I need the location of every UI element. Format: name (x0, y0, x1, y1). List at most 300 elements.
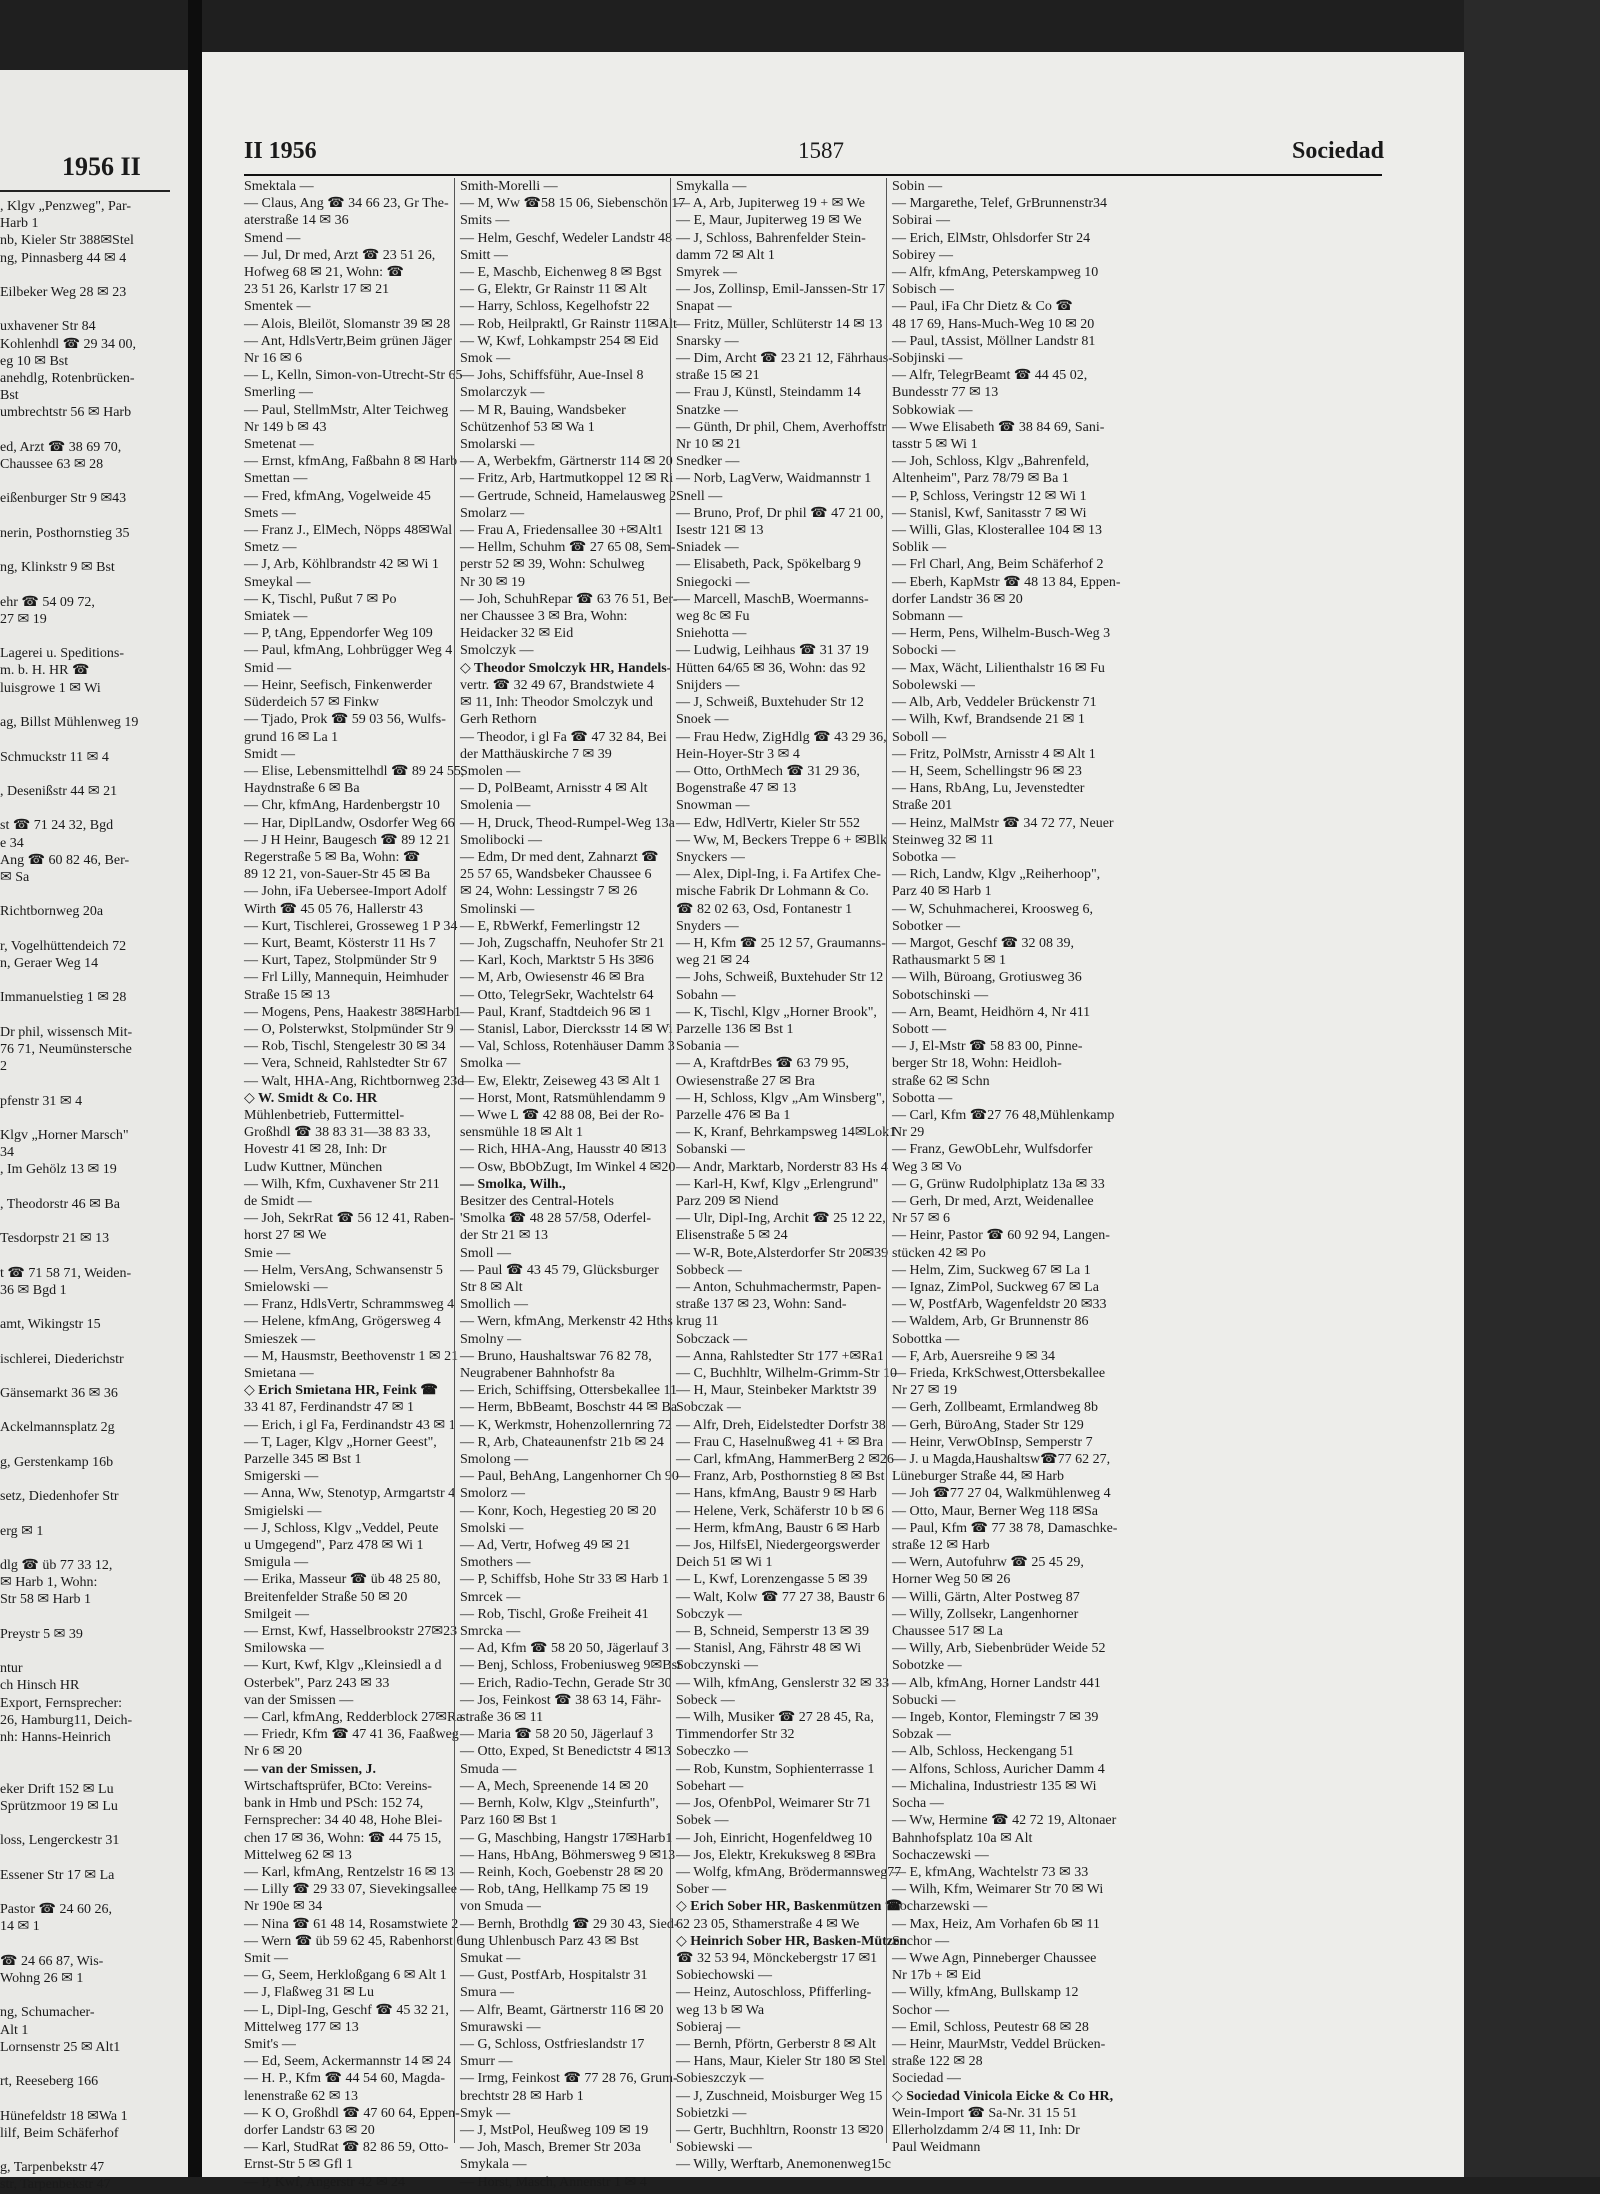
left-page-line (0, 628, 190, 645)
directory-entry-line: — Andr, Marktarb, Norderstr 83 Hs 4 (676, 1159, 888, 1175)
directory-entry-line: — L, Kwf, Lorenzengasse 5 ✉ 39 (676, 1572, 868, 1588)
directory-entry-line: — Hans, Maur, Kieler Str 180 ✉ Stel (676, 2054, 886, 2070)
left-page-line: Str 58 ✉ Harb 1 (0, 1592, 92, 1608)
directory-entry-line: — Michalina, Industriestr 135 ✉ Wi (892, 1778, 1097, 1794)
directory-entry-line: — J, Flaßweg 31 ✉ Lu (244, 1985, 374, 2001)
directory-entry-line: — Johs, Schiffsführ, Aue-Insel 8 (460, 368, 644, 384)
column-separator (886, 178, 887, 2143)
directory-entry-line: — Karl-H, Kwf, Klgv „Erlengrund" (676, 1176, 879, 1192)
directory-entry-line: — G, Schloss, Ostfrieslandstr 17 (460, 2036, 645, 2052)
directory-entry-line: Smukat — (460, 1950, 521, 1966)
directory-entry-line: — F, Arb, Auersreihe 9 ✉ 34 (892, 1348, 1056, 1364)
directory-entry-line: — Jos, Feinkost ☎ 38 63 14, Fähr- (460, 1692, 662, 1708)
directory-entry-line: — W, PostfArb, Wagenfeldstr 20 ✉33 (892, 1297, 1107, 1313)
directory-entry-line: Sobotker — (892, 918, 961, 934)
directory-entry-line: — J, Schloss, Klgv „Veddel, Peute (244, 1520, 439, 1536)
left-page-line (0, 1247, 190, 1264)
left-page-line: Wohng 26 ✉ 1 (0, 1970, 84, 1986)
directory-entry-line: Parzelle 345 ✉ Bst 1 (244, 1452, 362, 1468)
directory-entry-line: — Ernst, kfmAng, Faßbahn 8 ✉ Harb (244, 454, 458, 470)
directory-entry-line: Parz 40 ✉ Harb 1 (892, 884, 992, 900)
directory-entry-line: — M, Hausmstr, Beethovenstr 1 ✉ 21 (244, 1348, 459, 1364)
left-page-line (0, 1402, 190, 1419)
directory-entry-line: — Jos, HilfsEl, Niedergeorgswerder (676, 1538, 880, 1554)
directory-entry-line: Nr 10 ✉ 21 (676, 437, 742, 453)
directory-entry-line: — Frl Charl, Ang, Beim Schäferhof 2 (892, 557, 1104, 573)
directory-entry-line: lenenstraße 62 ✉ 13 (244, 2088, 358, 2104)
left-page-line (0, 542, 190, 559)
left-page-header: 1956 II (62, 152, 141, 181)
directory-entry-line: Smolny — (460, 1331, 522, 1347)
directory-entry-line: — A, Arb, Jupiterweg 19 + ✉ We (676, 196, 865, 212)
left-page-line (0, 1643, 190, 1660)
directory-entry-line: — A, Mech, Spreenende 14 ✉ 20 (460, 1778, 649, 1794)
directory-entry-line: — Erich, ElMstr, Ohlsdorfer Str 24 (892, 230, 1091, 246)
directory-entry-line: Sobolewski — (892, 677, 975, 693)
directory-entry-line: Smolski — (460, 1520, 524, 1536)
left-page-line: Schmuckstr 11 ✉ 4 (0, 749, 109, 765)
directory-entry-line: — P, Kwf, Angerstr 42 ✉ 24 (244, 2174, 406, 2190)
directory-entry-line: Smielowski — (244, 1280, 328, 1295)
directory-entry-line: — K O, Großhdl ☎ 47 60 64, Eppen- (244, 2105, 460, 2121)
page-header-right: Sociedad (1291, 138, 1384, 164)
directory-entry-line: Mittelweg 62 ✉ 13 (244, 1847, 352, 1863)
directory-entry-line: Altenheim", Parz 78/79 ✉ Ba 1 (892, 471, 1069, 487)
directory-entry-line: — Anna, Ww, Stenotyp, Armgartstr 4 (244, 1486, 456, 1502)
directory-entry-line: ◇ Erich Smietana HR, Feink ☎ (244, 1383, 438, 1399)
directory-entry-line: Nr 17b + ✉ Eid (892, 1968, 981, 1984)
directory-entry-line: — Kurt, Tischlerei, Grosseweg 1 P 34 (244, 918, 458, 934)
directory-entry-line: — Jos, Elektr, Krekuksweg 8 ✉Bra (676, 1847, 876, 1863)
directory-entry-line: — Vera, Schneid, Rahlstedter Str 67 (244, 1056, 448, 1072)
directory-entry-line: Smilgeit — (244, 1606, 309, 1622)
directory-entry-line: — Norb, LagVerw, Waidmannstr 1 (676, 471, 872, 487)
directory-entry-line: dorfer Landstr 36 ✉ 20 (892, 591, 1023, 607)
directory-entry-line: Smolarski — (460, 437, 535, 453)
left-page-line: Dr phil, wissensch Mit- (0, 1024, 133, 1040)
directory-entry-line: — Helm, Geschf, Wedeler Landstr 48 (460, 230, 673, 246)
directory-entry-line: Straße 15 ✉ 13 (244, 987, 330, 1003)
directory-entry-line: — Ernst, Kwf, Hasselbrookstr 27✉23 (244, 1624, 458, 1640)
left-page-rule (0, 190, 170, 192)
directory-entry-line: Smolarz — (460, 505, 525, 521)
left-page-line: Preystr 5 ✉ 39 (0, 1626, 83, 1642)
directory-entry-line: Mittelweg 177 ✉ 13 (244, 2019, 359, 2035)
page-number: 1587 (798, 138, 844, 163)
directory-entry-line: ◇ W. Smidt & Co. HR (244, 1090, 378, 1106)
directory-entry-line: Smentek — (244, 299, 311, 315)
directory-entry-line: Sobanski — (676, 1142, 745, 1158)
directory-entry-line: Smok — (460, 351, 511, 367)
left-page-line (0, 2142, 190, 2159)
left-page-line: Ang ☎ 60 82 46, Ber- (0, 852, 130, 868)
directory-entry-line: — Har, DiplLandw, Osdorfer Weg 66 (244, 815, 455, 831)
directory-entry-line: — E, RbWerkf, Femerlingstr 12 (460, 918, 641, 934)
directory-entry-line: Sobek — (676, 1813, 729, 1829)
directory-entry-line: — Nina ☎ 61 48 14, Rosamstwiete 2 (244, 1916, 459, 1932)
directory-entry-line: — Herm, kfmAng, Baustr 6 ✉ Harb (676, 1520, 880, 1536)
left-page-line: eg 10 ✉ Bst (0, 353, 69, 369)
directory-entry-line: Sobirai — (892, 213, 950, 229)
directory-entry-line: Nr 190e ✉ 34 (244, 1899, 323, 1915)
directory-entry-line: — O, Polsterwkst, Stolpmünder Str 9 (244, 1021, 454, 1037)
directory-column-3 (676, 178, 908, 2173)
directory-entry-line: Osterbek", Parz 243 ✉ 33 (244, 1675, 390, 1691)
directory-entry-line: — John, iFa Uebersee-Import Adolf (244, 884, 447, 900)
directory-entry-line: — Willy, kfmAng, Bullskamp 12 (892, 1985, 1079, 2001)
left-page-line: Gänsemarkt 36 ✉ 36 (0, 1386, 118, 1402)
directory-entry-line: — van der Smissen, J. (244, 1761, 376, 1777)
directory-entry-line: — Wern ☎ üb 59 62 45, Rabenhorst 6 (244, 1933, 464, 1949)
directory-entry-line: — Maria ☎ 58 20 50, Jägerlauf 3 (460, 1727, 654, 1743)
directory-entry-line: Smura — (460, 1985, 515, 2001)
directory-entry-line: — Fritz, Müller, Schlüterstr 14 ✉ 13 (676, 316, 883, 332)
directory-entry-line: Smolibocki — (460, 832, 543, 848)
directory-entry-line: — Herm, Pens, Wilhelm-Busch-Weg 3 (892, 626, 1111, 642)
directory-entry-line: — Anton, Schuhmachermstr, Papen- (676, 1280, 882, 1295)
directory-entry-line: Soboll — (892, 729, 947, 745)
directory-entry-line: — K, Kranf, Behrkampsweg 14✉Lok1 (676, 1125, 897, 1141)
directory-entry-line: ◇ Theodor Smolczyk HR, Handels- (460, 660, 672, 676)
directory-entry-line: Ellerholzdamm 2/4 ✉ 11, Inh: Dr (892, 2122, 1080, 2138)
directory-entry-line: — Frau A, Friedensallee 30 +✉Alt1 (460, 523, 664, 539)
directory-entry-line: — Hans, HbAng, Böhmersweg 9 ✉13 (460, 1847, 676, 1863)
directory-entry-line: — Paul ☎ 43 45 79, Glücksburger (460, 1262, 659, 1278)
directory-entry-line: — Alfr, Beamt, Gärtnerstr 116 ✉ 20 (460, 2002, 664, 2018)
directory-entry-line: — Hans, kfmAng, Baustr 9 ✉ Harb (676, 1486, 877, 1502)
directory-entry-line: Sobczynski — (676, 1658, 759, 1674)
directory-entry-line: — Wern, Autofuhrw ☎ 25 45 29, (892, 1555, 1084, 1571)
directory-entry-line: — Frieda, KrkSchwest,Ottersbekallee (892, 1366, 1106, 1382)
directory-entry-line: — Joh, Einricht, Hogenfeldweg 10 (676, 1830, 872, 1846)
directory-entry-line: Sochaczewski — (892, 1847, 989, 1863)
directory-entry-line: Smigielski — (244, 1503, 322, 1519)
directory-entry-line: — Wwe Elisabeth ☎ 38 84 69, Sani- (892, 419, 1105, 435)
directory-entry-line: damm 72 ✉ Alt 1 (676, 247, 775, 263)
directory-entry-line: — Kurt, Tapez, Stolpmünder Str 9 (244, 953, 437, 969)
directory-entry-line: Haydnstraße 6 ✉ Ba (244, 781, 360, 797)
directory-entry-line: Smiatek — (244, 609, 308, 625)
left-page-line: lilf, Beim Schäferhof (0, 2125, 119, 2141)
directory-entry-line: 23 51 26, Karlstr 17 ✉ 21 (244, 282, 390, 298)
directory-entry-line: Sober — (676, 1882, 727, 1898)
directory-entry-line: — Margot, Geschf ☎ 32 08 39, (892, 935, 1075, 951)
directory-entry-line: — Wilh, kfmAng, Genslerstr 32 ✉ 33 (676, 1675, 890, 1691)
left-page-line (0, 1763, 190, 1780)
directory-entry-line: Parz 209 ✉ Niend (676, 1193, 779, 1209)
left-page-line: Sprützmoor 19 ✉ Lu (0, 1798, 118, 1814)
directory-entry-line: Smigula — (244, 1555, 309, 1571)
directory-entry-line: — P, Schloss, Veringstr 12 ✉ Wi 1 (892, 488, 1087, 504)
directory-entry-line: — J. u Magda,Haushaltsw☎77 62 27, (892, 1452, 1111, 1468)
directory-entry-line: — Wilh, Kwf, Brandsende 21 ✉ 1 (892, 712, 1085, 728)
directory-entry-line: — Wilh, Kfm, Weimarer Str 70 ✉ Wi (892, 1882, 1104, 1898)
directory-entry-line: — G, Maschbing, Hangstr 17✉Harb1 (460, 1830, 673, 1846)
directory-entry-line: — Heinz, Autoschloss, Pfifferling- (676, 1985, 872, 2001)
directory-entry-line: Sobotzke — (892, 1658, 962, 1674)
left-page-line (0, 301, 190, 318)
left-page-line (0, 2090, 190, 2107)
directory-entry-line: Smetenat — (244, 437, 314, 453)
left-page-line: 26, Hamburg11, Deich- (0, 1712, 133, 1728)
directory-entry-line: Smetz — (244, 540, 297, 556)
directory-column-4 (892, 178, 1121, 2156)
directory-entry-line: Sobiewski — (676, 2140, 752, 2156)
left-page-line: setz, Diedenhofer Str (0, 1489, 119, 1505)
directory-entry-line: Soblik — (892, 540, 947, 556)
left-page-line (0, 1437, 190, 1454)
directory-entry-line: Süderdeich 57 ✉ Finkw (244, 695, 379, 711)
left-page-line (0, 1505, 190, 1522)
directory-entry-line: Smollich — (460, 1297, 529, 1313)
directory-entry-line: — E, Maschb, Eichenweg 8 ✉ Bgst (460, 265, 662, 281)
directory-entry-line: — Elisabeth, Pack, Spökelbarg 9 (676, 557, 861, 573)
left-page-line: 36 ✉ Bgd 1 (0, 1282, 67, 1298)
directory-entry-line: Smietana — (244, 1366, 314, 1382)
directory-entry-line: — H, Maur, Steinbeker Marktstr 39 (676, 1383, 877, 1399)
left-page-line: n, Geraer Weg 14 (0, 955, 99, 971)
directory-entry-line: — Otto, Maur, Berner Weg 118 ✉Sa (892, 1503, 1099, 1519)
directory-entry-line: — Gerh, Zollbeamt, Ermlandweg 8b (892, 1400, 1099, 1416)
directory-entry-line: — Carl, kfmAng, Redderblock 27✉Ra (244, 1710, 463, 1726)
directory-entry-line: Sobisch — (892, 282, 954, 298)
directory-entry-line: Bogenstraße 47 ✉ 13 (676, 781, 797, 797)
directory-entry-line: — Edm, Dr med dent, Zahnarzt ☎ (460, 849, 659, 865)
left-page-line: dlg ☎ üb 77 33 12, (0, 1558, 113, 1574)
directory-entry-line: Smektala — (244, 179, 314, 194)
directory-entry-line: Sobeczko — (676, 1744, 748, 1760)
directory-entry-line: Snoek — (676, 712, 729, 728)
directory-entry-line: — Wilh, Kfm, Cuxhavener Str 211 (244, 1176, 440, 1192)
directory-entry-line: — Wwe Agn, Pinneberger Chaussee (892, 1950, 1097, 1966)
directory-entry-line: — Paul, tAssist, Möllner Landstr 81 (892, 333, 1096, 349)
directory-entry-line: — Ed, Seem, Ackermannstr 14 ✉ 24 (244, 2054, 451, 2070)
directory-entry-line: Sobotschinski — (892, 987, 989, 1003)
directory-entry-line: — Konr, Koch, Hegestieg 20 ✉ 20 (460, 1503, 657, 1519)
directory-entry-line: Parzelle 476 ✉ Ba 1 (676, 1107, 791, 1123)
book-gutter (188, 0, 202, 2177)
directory-entry-line: — Theodor, i gl Fa ☎ 47 32 84, Bei (460, 729, 667, 745)
directory-entry-line: Sobczyk — (676, 1606, 742, 1622)
directory-entry-line: — Wilh, Büroang, Grotiusweg 36 (892, 970, 1082, 986)
left-page-line (0, 1746, 190, 1763)
directory-entry-line: — Rob, tAng, Hellkamp 75 ✉ 19 (460, 1882, 649, 1898)
directory-entry-line: Nr 30 ✉ 19 (460, 574, 526, 590)
directory-entry-line: — Gerh, Dr med, Arzt, Weidenallee (892, 1193, 1094, 1209)
directory-entry-line: krug 11 (676, 1314, 719, 1330)
directory-entry-line: — Joh ☎77 27 04, Walkmühlenweg 4 (892, 1486, 1111, 1502)
directory-entry-line: — J H Heinr, Baugesch ☎ 89 12 21 (244, 832, 451, 848)
directory-entry-line: — Wolfg, kfmAng, Brödermannsweg77 (676, 1864, 902, 1880)
directory-entry-line: Smolinski — (460, 901, 535, 917)
directory-entry-line: — W-R, Bote,Alsterdorfer Str 20✉39 (676, 1245, 889, 1261)
directory-entry-line: 89 12 21, von-Sauer-Str 45 ✉ Ba (244, 867, 431, 883)
left-page-line (0, 972, 190, 989)
directory-entry-line: — K, Tischl, Klgv „Horner Brook", (676, 1004, 877, 1020)
directory-entry-line: — Rob, Tischl, Stengelestr 30 ✉ 34 (244, 1039, 446, 1055)
directory-entry-line: — Hans, RbAng, Lu, Jevenstedter (892, 781, 1085, 797)
directory-entry-line: — Reinh, Koch, Goebenstr 28 ✉ 20 (460, 1864, 664, 1880)
directory-entry-line: Sobzak — (892, 1727, 951, 1743)
directory-entry-line: Smit's — (244, 2036, 296, 2052)
directory-entry-line: brechtstr 28 ✉ Harb 1 (460, 2088, 584, 2104)
directory-entry-line: — P, tAng, Eppendorfer Weg 109 (244, 626, 433, 642)
left-page-line: ed, Arzt ☎ 38 69 70, (0, 439, 122, 455)
directory-entry-line: — T, Lager, Klgv „Horner Geest", (244, 1434, 437, 1450)
directory-entry-line: straße 36 ✉ 11 (460, 1710, 544, 1726)
directory-entry-line: — Rob, Heilpraktl, Gr Rainstr 11✉Alt (460, 316, 677, 332)
directory-entry-line: Smits — (460, 213, 510, 229)
directory-entry-line: Sochor — (892, 1933, 950, 1949)
directory-entry-line: — Gerh, BüroAng, Stader Str 129 (892, 1417, 1084, 1433)
directory-entry-line: — Bernh, Kolw, Klgv „Steinfurth", (460, 1796, 659, 1812)
directory-entry-line: — Paul, kfmAng, Lohbrügger Weg 4 (244, 643, 453, 659)
directory-entry-line: — H, Kfm ☎ 25 12 57, Graumanns- (676, 935, 886, 951)
directory-entry-line: — Helene, kfmAng, Grögersweg 4 (244, 1314, 441, 1330)
directory-entry-line: — Rich, HHA-Ang, Hausstr 40 ✉13 (460, 1142, 667, 1158)
directory-entry-line: Schützenhof 53 ✉ Wa 1 (460, 419, 595, 435)
left-page-line: Lagerei u. Speditions- (0, 646, 125, 662)
directory-entry-line: Timmendorfer Str 32 (676, 1727, 795, 1743)
directory-entry-line: — J, MstPol, Heußweg 109 ✉ 19 (460, 2122, 649, 2138)
directory-entry-line: 'Smolka ☎ 48 28 57/58, Oderfel- (460, 1211, 652, 1227)
directory-entry-line: — Carl, Kfm ☎27 76 48,Mühlenkamp (892, 1107, 1115, 1123)
directory-entry-line: Wirth ☎ 45 05 76, Hallerstr 43 (244, 901, 424, 917)
directory-entry-line: weg 8c ✉ Fu (676, 609, 750, 625)
left-page-line: Ackelmannsplatz 2g (0, 1420, 115, 1436)
directory-entry-line: — Jul, Dr med, Arzt ☎ 23 51 26, (244, 247, 436, 263)
directory-entry-line: chen 17 ✉ 36, Wohn: ☎ 44 75 15, (244, 1830, 442, 1846)
directory-entry-line: Smrcek — (460, 1589, 521, 1605)
directory-entry-line: Smid — (244, 660, 292, 676)
directory-entry-line: — Frau Hedw, ZigHdlg ☎ 43 29 36, (676, 729, 887, 745)
directory-entry-line: Sobottka — (892, 1331, 960, 1347)
left-page-line: erg ✉ 1 (0, 1523, 44, 1539)
left-page-line: r, Vogelhüttendeich 72 (0, 938, 127, 954)
directory-entry-line: — Fred, kfmAng, Vogelweide 45 (244, 488, 431, 504)
left-page-line (0, 1540, 190, 1557)
directory-entry-line: straße 15 ✉ 21 (676, 368, 760, 384)
directory-entry-line: — Heinz, MalMstr ☎ 34 72 77, Neuer (892, 815, 1114, 831)
left-page-line (0, 921, 190, 938)
directory-entry-line: Smolenia — (460, 798, 531, 814)
directory-entry-line: Smykalla — (676, 179, 747, 194)
left-page-line: eker Drift 152 ✉ Lu (0, 1781, 114, 1797)
directory-entry-line: ☎ 82 02 63, Osd, Fontanestr 1 (676, 901, 853, 917)
directory-entry-line: — Friedr, Kfm ☎ 47 41 36, Faaßweg (244, 1727, 459, 1743)
directory-entry-line: Smitt — (460, 247, 508, 263)
directory-entry-line: — P, Schiffsb, Hohe Str 33 ✉ Harb 1 (460, 1572, 670, 1588)
directory-entry-line: Bundesstr 77 ✉ 13 (892, 385, 999, 401)
directory-entry-line: — Gertr, Buchhltrn, Roonstr 13 ✉20 (676, 2122, 884, 2138)
directory-entry-line: Sobott — (892, 1021, 947, 1037)
directory-entry-line: — M, Ww ☎58 15 06, Siebenschön 17 (460, 196, 686, 212)
directory-entry-line: — Helm, Zim, Suckweg 67 ✉ La 1 (892, 1262, 1091, 1278)
left-page-line (0, 1936, 190, 1953)
left-page-line: loss, Lengerckestr 31 (0, 1833, 120, 1849)
directory-entry-line: — Rob, Tischl, Große Freiheit 41 (460, 1606, 649, 1622)
left-page-line: 2 (0, 1059, 7, 1075)
left-page-entries (0, 198, 190, 2194)
left-page-line: Harb 1 (0, 216, 39, 232)
left-page-line: luisgrowe 1 ✉ Wi (0, 680, 101, 696)
directory-entry-line: Bahnhofsplatz 10a ✉ Alt (892, 1830, 1033, 1846)
directory-entry-line: — Wwe L ☎ 42 88 08, Bei der Ro- (460, 1107, 665, 1123)
directory-entry-line: Nr 6 ✉ 20 (244, 1744, 303, 1760)
left-page-line (0, 1333, 190, 1350)
directory-entry-line: — Jos, OfenbPol, Weimarer Str 71 (676, 1796, 871, 1812)
directory-entry-line: — Anna, Rahlstedter Str 177 +✉Ra1 (676, 1348, 884, 1364)
directory-entry-line: — Joh, Zugschaffn, Neuhofer Str 21 (460, 935, 665, 951)
directory-entry-line: Nr 57 ✉ 6 (892, 1211, 951, 1227)
directory-entry-line: — Karl, StudRat ☎ 82 86 59, Otto- (244, 2140, 449, 2156)
directory-entry-line: — Margarethe, Telef, GrBrunnenstr34 (892, 196, 1108, 212)
directory-entry-line: Smolen — (460, 763, 521, 779)
left-page-line: umbrechtstr 56 ✉ Harb (0, 405, 132, 421)
directory-entry-line: — Franz, HdlsVertr, Schrammsweg 4 (244, 1297, 455, 1313)
directory-entry-line: — Eberh, KapMstr ☎ 48 13 84, Eppen- (892, 574, 1121, 590)
directory-entry-line: Sobbeck — (676, 1262, 742, 1278)
directory-entry-line: — Stanisl, Kwf, Sanitasstr 7 ✉ Wi (892, 505, 1087, 521)
directory-entry-line: Besitzer des Central-Hotels (460, 1193, 614, 1209)
directory-entry-line: — Alfr, TelegrBeamt ☎ 44 45 02, (892, 368, 1088, 384)
directory-entry-line: — Benj, Schloss, Frobeniusweg 9✉Bst (460, 1658, 681, 1674)
left-page-line: rt, Reeseberg 166 (0, 2074, 99, 2090)
directory-entry-line: — Rich, Landw, Klgv „Reiherhoop", (892, 867, 1101, 883)
directory-entry-line: Snijders — (676, 677, 740, 693)
directory-entry-line: — Karl, Koch, Marktstr 5 Hs 3✉6 (460, 953, 654, 969)
directory-entry-line: Paul Weidmann (892, 2140, 981, 2156)
directory-entry-line: — Erich, i gl Fa, Ferdinandstr 43 ✉ 1 (244, 1417, 456, 1433)
directory-entry-line: — Horst, Mont, Ratsmühlendamm 9 (460, 1090, 666, 1106)
directory-entry-line: Sniehotta — (676, 626, 747, 642)
left-page-line: , Im Gehölz 13 ✉ 19 (0, 1162, 117, 1178)
directory-entry-line: — Ww, Hermine ☎ 42 72 19, Altonaer (892, 1813, 1117, 1829)
directory-entry-line: — Wilh, Musiker ☎ 27 28 45, Ra, (676, 1710, 874, 1726)
column-separator (454, 178, 455, 2143)
directory-entry-line: Hütten 64/65 ✉ 36, Wohn: das 92 (676, 660, 866, 676)
directory-entry-line: 62 23 05, Sthamerstraße 4 ✉ We (676, 1916, 860, 1932)
left-page-line: ag, Billst Mühlenweg 19 (0, 715, 139, 731)
left-page-line: ✉ Harb 1, Wohn: (0, 1575, 98, 1591)
directory-entry-line: — Joh, SchuhRepar ☎ 63 76 51, Ber- (460, 591, 678, 607)
directory-entry-line: Smolczyk — (460, 643, 534, 659)
directory-entry-line: Sobieszczyk — (676, 2071, 764, 2087)
directory-entry-line: weg 13 b ✉ Wa (676, 2002, 765, 2018)
left-page-line (0, 267, 190, 284)
directory-entry-line: — Max, Heiz, Am Vorhafen 6b ✉ 11 (892, 1916, 1100, 1932)
left-page-line (0, 1299, 190, 1316)
directory-entry-line: — C, Buchhltr, Wilhelm-Grimm-Str 10 (676, 1366, 898, 1382)
directory-entry-line: — Walt, HHA-Ang, Richtbornweg 23d (244, 1073, 465, 1089)
directory-entry-line: — Heinr, MaurMstr, Veddel Brücken- (892, 2036, 1106, 2052)
directory-entry-line: straße 137 ✉ 23, Wohn: Sand- (676, 1297, 847, 1313)
directory-entry-line: — J, Arb, Köhlbrandstr 42 ✉ Wi 1 (244, 557, 439, 573)
directory-entry-line: Sniegocki — (676, 574, 750, 590)
directory-entry-line: — B, Schneid, Semperstr 13 ✉ 39 (676, 1624, 869, 1640)
directory-entry-line: Smolka — (460, 1056, 521, 1072)
directory-entry-line: — Alfr, Dreh, Eidelstedter Dorfstr 38 (676, 1417, 886, 1433)
directory-entry-line: — Frau C, Haselnußweg 41 + ✉ Bra (676, 1434, 884, 1450)
directory-entry-line: Smie — (244, 1245, 291, 1261)
directory-entry-line: Smieszek — (244, 1331, 316, 1347)
directory-entry-line: — Edw, HdlVertr, Kieler Str 552 (676, 815, 860, 831)
directory-entry-line: — Otto, Exped, St Benedictstr 4 ✉13 (460, 1744, 671, 1760)
directory-entry-line: Nr 27 ✉ 19 (892, 1383, 958, 1399)
directory-entry-line: — E, kfmAng, Wachtelstr 73 ✉ 33 (892, 1864, 1089, 1880)
left-page-line: Pastor ☎ 24 60 26, (0, 1902, 112, 1918)
directory-entry-line: Sobjinski — (892, 351, 963, 367)
